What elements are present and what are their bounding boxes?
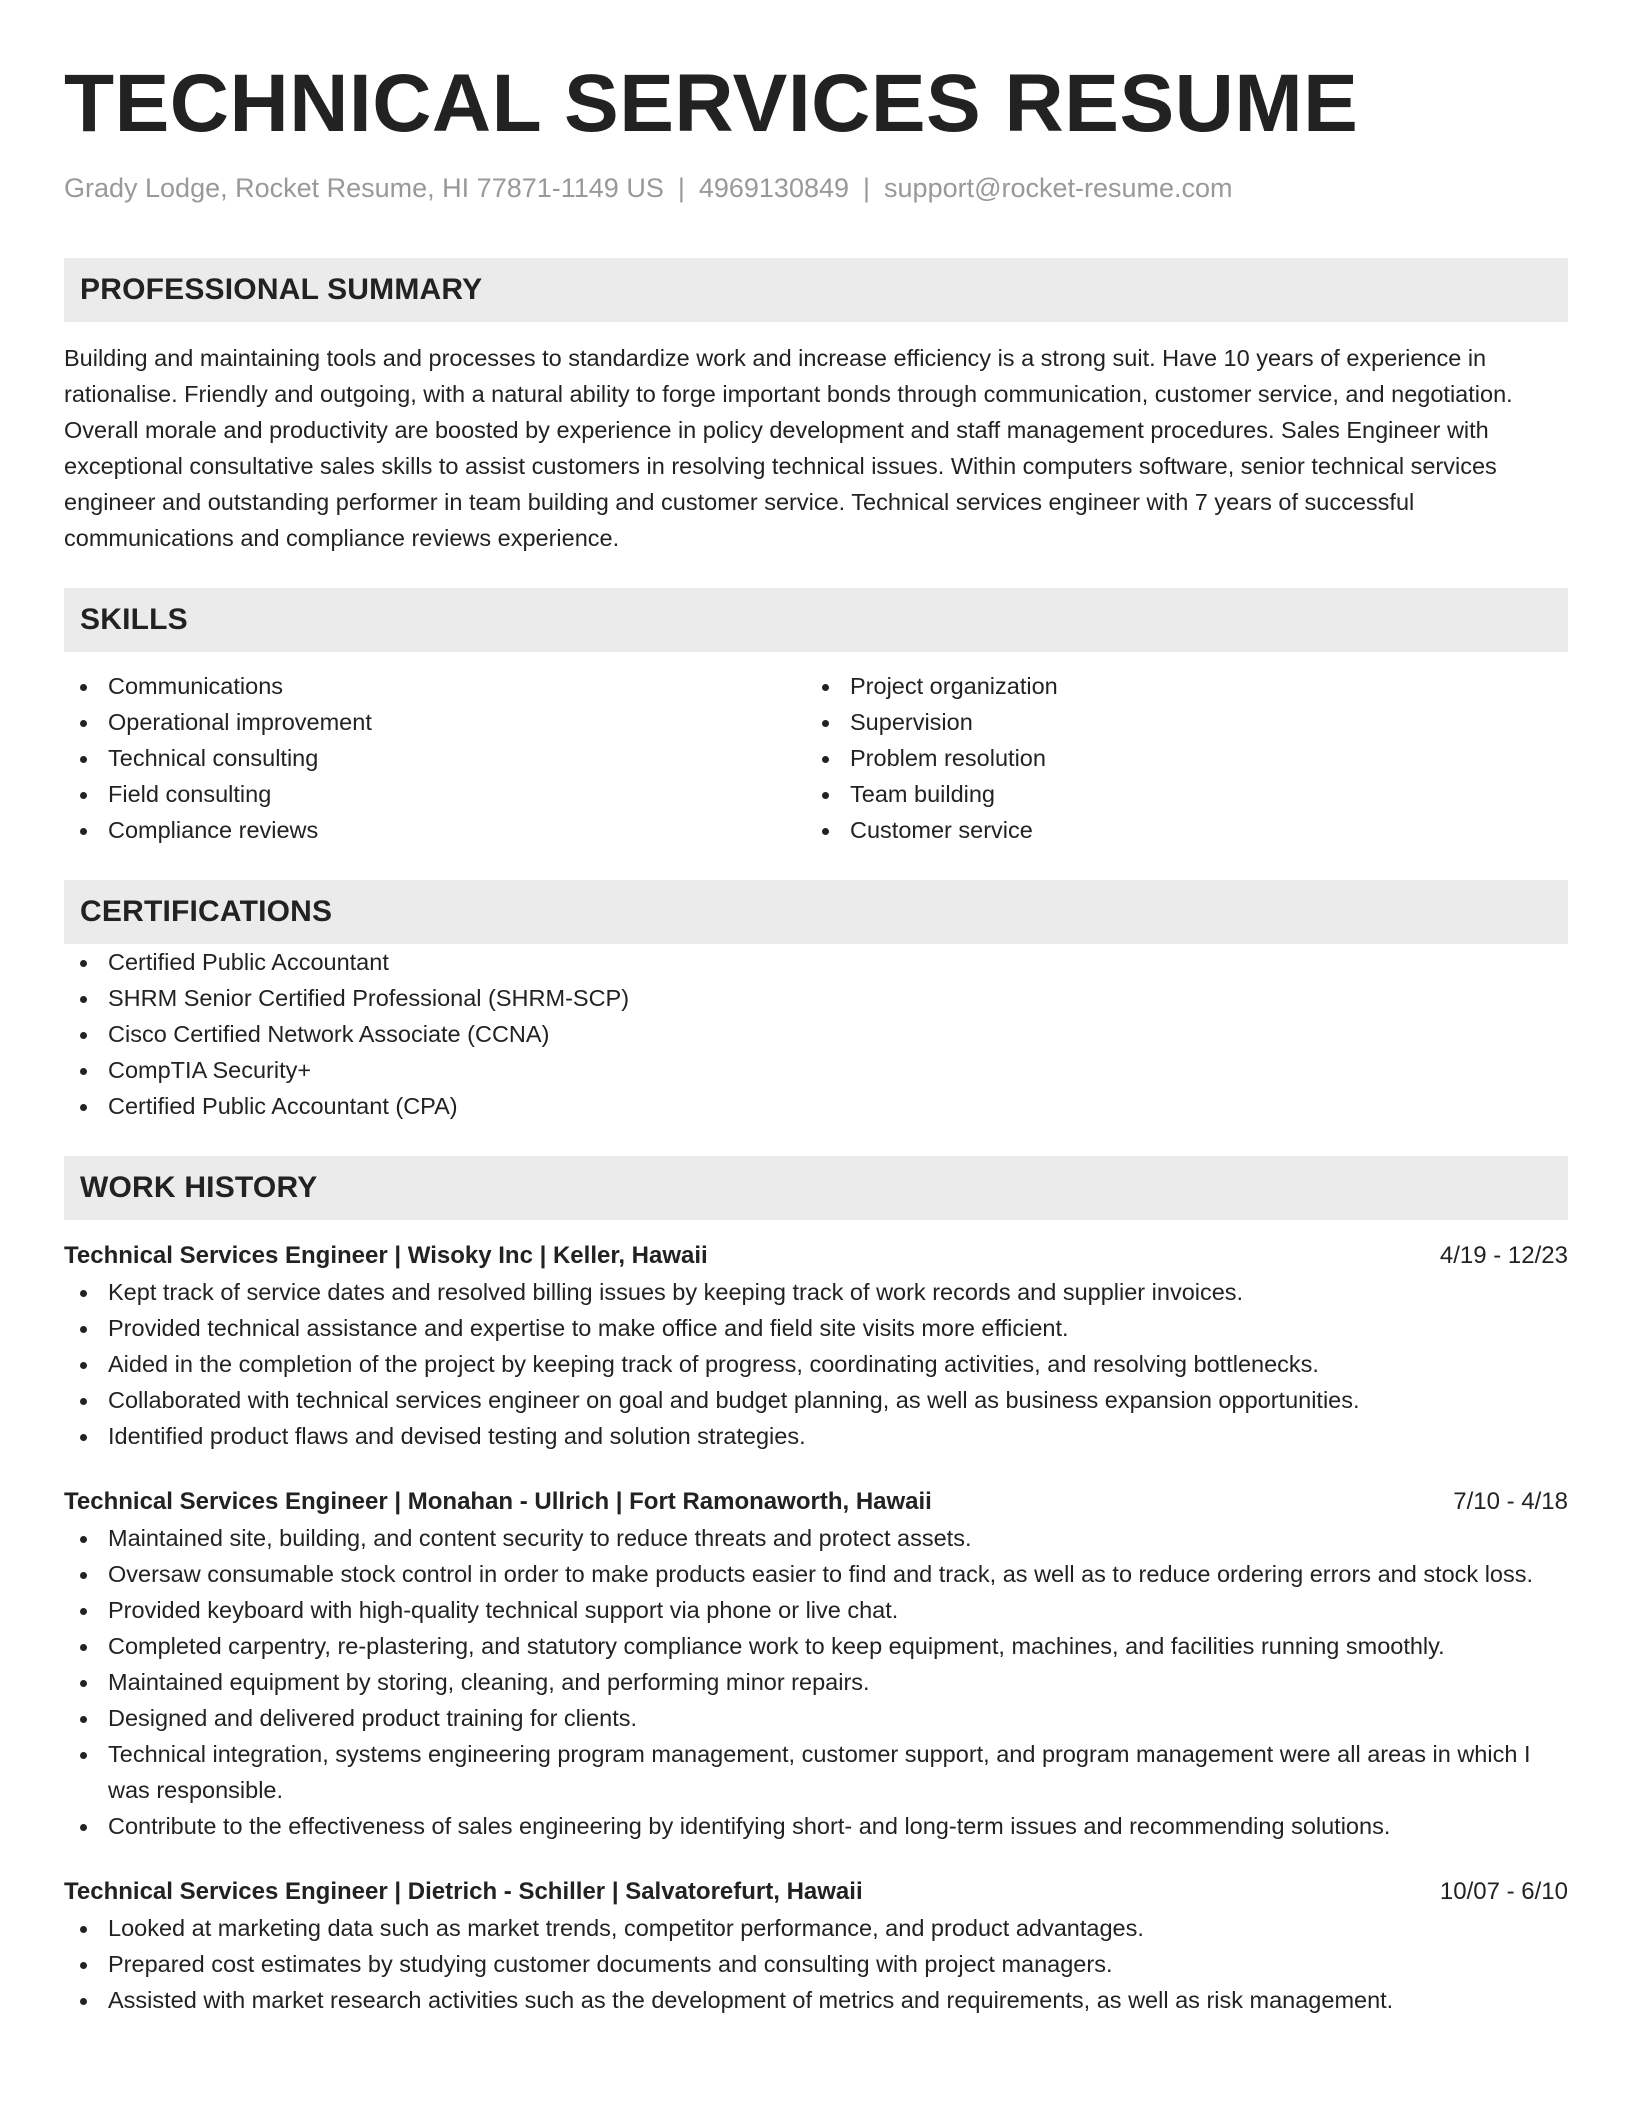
job-bullet: Aided in the completion of the project by keeping track of progress, coordinating activities, and resolving bottlenecks. xyxy=(64,1346,1568,1382)
job-bullet: Designed and delivered product training for clients. xyxy=(64,1700,1568,1736)
job-bullet: Identified product flaws and devised testing and solution strategies. xyxy=(64,1418,1568,1454)
skill-item: Problem resolution xyxy=(806,740,1548,776)
job-bullet: Looked at marketing data such as market trends, competitor performance, and product advantages. xyxy=(64,1910,1568,1946)
skill-item: Field consulting xyxy=(64,776,806,812)
job-bullet: Assisted with market research activities such as the development of metrics and requirements, as well as risk management. xyxy=(64,1982,1568,2018)
job-title: Technical Services Engineer | Dietrich - Schiller | Salvatorefurt, Hawaii xyxy=(64,1878,863,1905)
section-heading-work-history: WORK HISTORY xyxy=(64,1156,1568,1220)
job-bullet: Provided technical assistance and expertise to make office and field site visits more efficient. xyxy=(64,1310,1568,1346)
job-header xyxy=(64,1874,1568,1910)
job-entry xyxy=(64,1238,1568,1454)
contact-address: Grady Lodge, Rocket Resume, HI 77871-1149 US xyxy=(64,173,664,203)
summary-text: Building and maintaining tools and processes to standardize work and increase efficiency is a strong suit. Have 10 years of experience in rationalise. Friendly and outgoing, with a natural ability to forge important bonds through communication, customer service, and negotiation. Overall morale and productivity are boosted by experience in policy development and staff management procedures. Sales Engineer with exceptional consultative sales skills to assist customers in resolving technical issues. Within computers software, senior technical services engineer and outstanding performer in team building and customer service. Technical services engineer with 7 years of successful communications and compliance reviews experience. xyxy=(64,345,1513,551)
section-heading-skills: SKILLS xyxy=(64,588,1568,652)
skill-item: Customer service xyxy=(806,812,1548,848)
resume-title: TECHNICAL SERVICES RESUME xyxy=(64,58,1359,149)
certifications-section xyxy=(64,880,1568,1124)
contact-separator: | xyxy=(863,173,871,203)
skills-grid xyxy=(64,668,1568,848)
section-heading-summary: PROFESSIONAL SUMMARY xyxy=(64,258,1568,322)
job-bullet: Technical integration, systems engineering program management, customer support, and program management were all areas in which I was responsible. xyxy=(64,1736,1568,1808)
certifications-list xyxy=(64,944,1568,1124)
job-entry xyxy=(64,1874,1568,2018)
work-history-section xyxy=(64,1156,1568,2018)
skill-item: Project organization xyxy=(806,668,1548,704)
job-bullet: Prepared cost estimates by studying customer documents and consulting with project managers. xyxy=(64,1946,1568,1982)
skills-list-right xyxy=(806,668,1548,848)
certification-item: SHRM Senior Certified Professional (SHRM-SCP) xyxy=(64,980,1568,1016)
skill-item: Operational improvement xyxy=(64,704,806,740)
skill-item: Compliance reviews xyxy=(64,812,806,848)
certification-item: Certified Public Accountant (CPA) xyxy=(64,1088,1568,1124)
certification-item: Cisco Certified Network Associate (CCNA) xyxy=(64,1016,1568,1052)
skill-item: Technical consulting xyxy=(64,740,806,776)
certification-item: CompTIA Security+ xyxy=(64,1052,1568,1088)
job-title: Technical Services Engineer | Wisoky Inc | Keller, Hawaii xyxy=(64,1242,708,1269)
job-bullet-list xyxy=(64,1274,1568,1454)
job-bullet-list xyxy=(64,1910,1568,2018)
job-dates: 10/07 - 6/10 xyxy=(1439,1878,1568,1905)
job-bullet: Maintained site, building, and content security to reduce threats and protect assets. xyxy=(64,1520,1568,1556)
job-dates: 4/19 - 12/23 xyxy=(1439,1242,1568,1269)
job-bullet: Provided keyboard with high-quality technical support via phone or live chat. xyxy=(64,1592,1568,1628)
job-header xyxy=(64,1484,1568,1520)
job-bullet: Collaborated with technical services engineer on goal and budget planning, as well as business expansion opportunities. xyxy=(64,1382,1568,1418)
skill-item: Supervision xyxy=(806,704,1548,740)
job-title: Technical Services Engineer | Monahan - Ullrich | Fort Ramonaworth, Hawaii xyxy=(64,1488,932,1515)
professional-summary-section xyxy=(64,258,1568,556)
skills-list-left xyxy=(64,668,806,848)
skill-item: Communications xyxy=(64,668,806,704)
job-bullet: Kept track of service dates and resolved billing issues by keeping track of work records and supplier invoices. xyxy=(64,1274,1568,1310)
job-bullet: Completed carpentry, re-plastering, and statutory compliance work to keep equipment, machines, and facilities running smoothly. xyxy=(64,1628,1568,1664)
skills-section xyxy=(64,588,1568,848)
job-header xyxy=(64,1238,1568,1274)
contact-separator: | xyxy=(677,173,685,203)
contact-phone: 4969130849 xyxy=(698,173,850,203)
job-bullet: Maintained equipment by storing, cleaning, and performing minor repairs. xyxy=(64,1664,1568,1700)
job-entry xyxy=(64,1484,1568,1844)
contact-line xyxy=(64,170,1568,206)
job-bullet: Contribute to the effectiveness of sales engineering by identifying short- and long-term issues and recommending solutions. xyxy=(64,1808,1568,1844)
job-bullet: Oversaw consumable stock control in order to make products easier to find and track, as well as to reduce ordering errors and stock loss. xyxy=(64,1556,1568,1592)
section-heading-certifications: CERTIFICATIONS xyxy=(64,880,1568,944)
job-bullet-list xyxy=(64,1520,1568,1844)
job-dates: 7/10 - 4/18 xyxy=(1453,1488,1568,1515)
contact-email: support@rocket-resume.com xyxy=(884,173,1233,203)
certification-item: Certified Public Accountant xyxy=(64,944,1568,980)
skill-item: Team building xyxy=(806,776,1548,812)
